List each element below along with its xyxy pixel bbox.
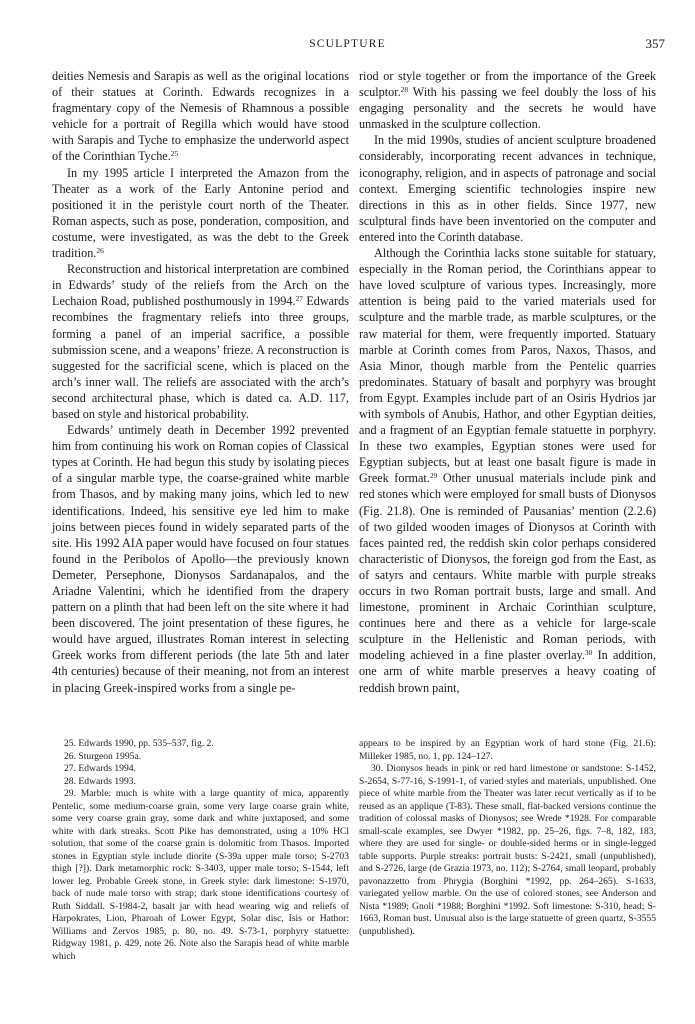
paragraph: riod or style together or from the importance of the Greek sculptor.$^{28}$ With his passing we feel doubly the loss of his engaging personality and the secrets he would have unmasked in the sculpture collection. (359, 69, 656, 132)
footnote-ref[interactable]: 28 (400, 85, 409, 95)
footnote: 29. Marble: much is white with a large quantity of mica, apparently Pentelic, some medium-coarse grain, some very large coarse grain white, some very coarse grain gray, some dark and white juxtaposed, and some white with dark streaks. Scott Pike has demonstrated, using a 10% HCl solution, that some of the coarse grain is dolomitic from Thasos. Imported stones in Egyptian style include diorite (S-39a upper male torso; S-2703 thigh [?]). Dark metamorphic rock: S-3403, upper male torso; S-1544, left lower leg. Probable Greek stone, in Greek style: dark limestone: S-1970, back of nude male torso with strap; dark stone identifications courtesy of Ruth Siddall. S-1984-2, basalt jar with head wearing wig and reliefs of Harpokrates, Lion, Pharoah of Lower Egypt, Solar disc, Isis or Hathor: Williams and Zervos 1985, p. 80, no. 49. S-73-1, porphyry statuette: Ridgway 1981, p. 429, note 26. Note also the Sarapis head of white marble which (52, 788, 349, 962)
right-column (359, 68, 656, 696)
footnote-ref[interactable]: 27 (295, 294, 303, 304)
footnote: 28. Edwards 1993. (64, 775, 136, 787)
footnote-ref[interactable]: 29 (429, 471, 438, 481)
footnote-continuation: appears to be inspired by an Egyptian work of hard stone (Fig. 21.6): Milleker 1985, no. 1, pp. 124–127. (359, 738, 656, 762)
left-column (52, 68, 349, 696)
paragraph: Edwards’ untimely death in December 1992 prevented him from continuing his work on Roman copies of Classical types at Corinth. He had begun this study by isolating pieces of a singular marble type, the coarse-grained white marble from Thasos, and by making many joins, which led to new identifications. Indeed, his sensitive eye led him to make joins between pieces found in widely separated parts of the site. His 1992 AIA paper would have focused on four statues found in the Peribolos of Apollo—the previously known Demeter, Persephone, Dionysos Sardanapalos, and the Ariadne Valentini, which he identified from the drapery pattern on a plinth that had been left on the site where it had been discovered. The joint presentation of these figures, he would have argued, illustrates Roman interest in selecting Greek works from different periods (the late 5th and later 4th centuries) because of their meaning, not from an interest in placing Greek-inspired works from a single pe- (52, 423, 349, 695)
era-abbrev: A.D. (298, 390, 323, 405)
paragraph: Although the Corinthia lacks stone suitable for statuary, especially in the Roman period, the Corinthians appear to have loved sculpture of various types. Increasingly, more attention is being paid to the varied materials used for sculpture and the marble trade, as marble sculptures, or the raw material for them, were frequently imported. Statuary marble at Corinth comes from Paros, Naxos, Thasos, and Asia Minor, though marble from the Pentelic quarries predominates. Statuary of basalt and porphyry was brought from Egypt. Examples include part of an Osiris Hydrios jar with symbols of Anubis, Hathor, and other Egyptian deities, and a fragment of an Egyptian female statuette in porphyry. In these two examples, Egyptian stones were used for Egyptian subjects, but at least one basalt figure is made in Greek format.$^{29}$ Other unusual materials include pink and red stones which were employed for small busts of Dionysos (Fig. 21.8). One is reminded of Pausanias’ mention (2.2.6) of two gilded wooden images of Dionysos at Corinth with faces painted red, the reddish skin color perhaps considered characteristic of Dionysos, the foreign god from the East, as of satyrs and centaurs. White marble with purple streaks occurs in two Roman portrait busts, large and small. And limestone, prominent in Archaic Corinthian sculpture, continues here and there as a vehicle for large-scale sculpture in the Hellenistic and Roman periods, with modeling achieved in a fine plaster overlay.$^{30}$ In addition, one arm of white marble preserves a heavy coating of reddish brown paint, (359, 246, 656, 695)
footnote: 26. Sturgeon 1995a. (64, 750, 142, 762)
footnote: 30. Dionysos heads in pink or red hard limestone or sandstone: S-1452, S-2654, S-77-16, S-1991-1, of varied styles and materials, unpublished. One piece of white marble from the Theater was later recut vertically as if to be reused as an applique (T-83). These small, flat-backed versions continue the tradition of colossal masks of Dionysos; see Wrede *1928. For comparable small-scale examples, see Dwyer *1982, pp. 25–26, figs. 7–8, 182, 183, where they are used for single- or double-sided herms or in single-legged table supports. Purple streaks: portrait busts: S-2421, small (unpublished), and S-2726, large (de Grazia 1973, no. 112); S-2764, small leopard, probably pavonazzetto from Phrygia (Borghini *1992, pp. 264–265). S-1633, variegated yellow marble. On the use of colored stones, see Anderson and Nista *1989; Gnoli *1988; Borghini *1992. Soft limestone: S-310, head; S-1663, Roman bust. Unusual also is the large statuette of green quartz, S-3555 (unpublished). (359, 763, 656, 937)
footnote-ref[interactable]: 30 (584, 648, 593, 658)
paragraph: deities Nemesis and Sarapis as well as the original locations of their statues at Corinth. Edwards recognizes in a fragmentary copy of the Nemesis of Rhamnous a possible vehicle for a portrait of Regilla which would have stood with Sarapis and Tyche to emphasize the underworld aspect of the Corinthian Tyche.$^{25}$ (52, 69, 349, 164)
page-number: 357 (645, 36, 665, 51)
paragraph: Reconstruction and historical interpretation are combined in Edwards’ study of the reliefs from the Arch on the Lechaion Road, published posthumously in 1994.27 Edwards recombines the fragmentary reliefs into three groups, forming a panel of an imperial sacrifice, a possible submission scene, and a weapons’ frieze. A reconstruction is suggested for the sacrificial scene, which is placed on the arch’s inner wall. The reliefs are associated with the arch’s second architectural phase, which is dated ca. A.D. 117, based on style and historical probability. (52, 262, 349, 421)
footnote: 25. Edwards 1990, pp. 535–537, fig. 2. (64, 738, 214, 749)
paragraph: In my 1995 article I interpreted the Amazon from the Theater as a work of the Early Antonine period and positioned it in the peristyle court north of the Theater. Roman aspects, such as pose, ponderation, composition, and costume, were investigated, as was the debt to the Greek tradition.$^{26}$ (52, 165, 349, 261)
footnote: 27. Edwards 1994. (64, 763, 136, 774)
footnotes-left (52, 738, 349, 963)
running-head: SCULPTURE (309, 38, 386, 50)
footnote-ref[interactable]: 25 (170, 149, 179, 159)
paragraph: In the mid 1990s, studies of ancient sculpture broadened considerably, incorporating recent advances in technique, iconography, religion, and in aspects of patronage and social context. Emerging scientific technologies inspire new directions in this as in other fields. Since 1977, new sculptural finds have been inventoried on the computer and entered into the Corinth database. (359, 133, 656, 244)
footnotes-right (359, 738, 656, 938)
footnote-ref[interactable]: 26 (96, 246, 104, 256)
